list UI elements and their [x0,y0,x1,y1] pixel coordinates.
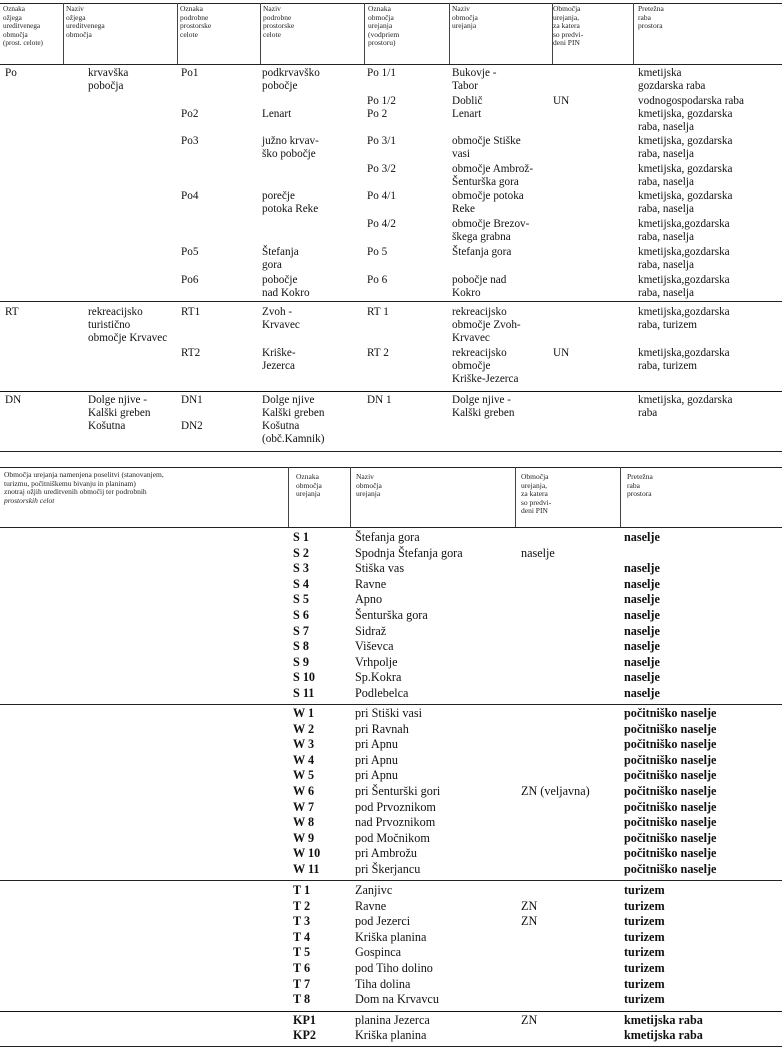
table1-cell-11-4: DN 1 [367,394,392,406]
area-name: Spodnja Štefanja gora [355,545,463,560]
table1-cell-9-7: kmetijska,gozdarska raba, turizem [638,306,730,332]
table1-cell-2-2: Po2 [181,108,199,120]
predominant-use: kmetijska raba [624,1013,703,1027]
area-name: pod Močnikom [355,830,430,845]
table1-cell-10-5: rekreacijsko območje Kriške-Jezerca [452,347,519,386]
table1-header-1: Naziv ožjega ureditvenega območja [66,4,105,39]
table1-cell-5-5: območje potoka Reke [452,190,524,216]
table1-cell-3-5: območje Stiške vasi [452,135,521,161]
table1-header-divider-3 [364,3,365,64]
table1-cell-9-2: RT1 [181,306,201,318]
predominant-use: naselje [624,592,660,607]
table1-cell-10-2: RT2 [181,347,201,359]
table1-cell-5-7: kmetijska, gozdarska raba, naselja [638,190,733,216]
area-name: pri Stiški vasi [355,706,423,720]
area-name: Kriška planina [355,1027,427,1042]
predominant-use: počitniško naselje [624,721,717,736]
area-name: pod Prvoznikom [355,799,436,814]
table2-description-4: prostorskih celot [4,495,55,505]
predominant-use: počitniško naselje [624,768,717,783]
predominant-use: naselje [624,608,660,622]
area-code: S 1 [293,530,309,544]
table1-header-2: Oznaka podrobne prostorske celote [180,4,212,39]
table2-header-0: Oznaka območja urejanja [296,472,322,499]
predominant-use: naselje [624,561,660,576]
table1-cell-9-3: Zvoh - Krvavec [262,306,300,332]
table1-cell-9-0: RT [5,306,19,318]
area-code: S 9 [293,654,309,669]
table1-header-divider-0 [63,3,64,64]
area-code: W 6 [293,784,315,798]
area-code: W 2 [293,721,315,736]
table1-header-divider-4 [449,3,450,64]
table1-cell-7-3: Štefanja gora [262,246,299,272]
predominant-use: naselje [624,639,660,654]
area-name: Zanjivc [355,883,393,897]
predominant-use: počitniško naselje [624,784,717,798]
area-code: T 2 [293,898,311,913]
table1-cell-8-3: pobočje nad Kokro [262,274,310,300]
area-code: S 7 [293,623,309,638]
area-name: Šenturška gora [355,608,428,622]
area-name: Stiška vas [355,561,405,576]
area-name: pod Tiho dolino [355,961,433,975]
area-name: Viševca [355,639,394,654]
table1-cell-0-5: Bukovje - Tabor [452,67,497,93]
table1-cell-7-4: Po 5 [367,246,388,258]
predominant-use: počitniško naselje [624,862,717,876]
area-name: Ravne [355,898,387,913]
table1-cell-6-7: kmetijska,gozdarska raba, naselja [638,218,730,244]
predominant-use: naselje [624,576,660,591]
table1-header-4: Oznaka območja urejanja (vodpriem prostoru) [368,4,400,48]
predominant-use: turizem [624,961,665,975]
area-name: Štefanja gora [355,530,420,544]
table2-description-1: Območja urejanja namenjena poselitvi (stanovanjem, [4,470,164,479]
area-code: S 11 [293,686,315,700]
table1-cell-2-7: kmetijska, gozdarska raba, naselja [638,108,733,134]
table2-description-2: turizmu, počitniškemu bivanju in planinam) [4,478,136,488]
area-code: S 4 [293,576,309,591]
pin-designation: ZN [521,914,538,929]
table2-header-1: Naziv območja urejanja [356,472,382,499]
table1-cell-8-2: Po6 [181,274,199,286]
area-name: Sp.Kokra [355,670,402,685]
table1-cell-1-6: UN [553,95,570,107]
table1-header-3: Naziv podrobne prostorske celote [263,4,295,39]
area-code: W 1 [293,706,315,720]
table1-cell-7-2: Po5 [181,246,199,258]
table1-header-rule [0,64,782,65]
table1-cell-9-5: rekreacijsko območje Zvoh- Krvavec [452,306,521,345]
table2-description-3: znotraj ožjih ureditvenih območij ter podrobnih [4,487,147,497]
table1-cell-11-7: kmetijska, gozdarska raba [638,394,733,420]
table1-cell-10-3: Kriŝke- Jezerca [262,347,296,373]
area-code: W 10 [293,846,321,861]
area-name: pri Šenturški gori [355,784,441,798]
predominant-use: turizem [624,883,665,897]
table1-cell-5-3: porečje potoka Reke [262,190,319,216]
area-code: T 4 [293,929,311,944]
table1-cell-7-7: kmetijska,gozdarska raba, naselja [638,246,730,272]
table1-cell-11-0: DN [5,394,22,406]
area-code: T 5 [293,945,311,960]
area-code: W 11 [293,862,320,876]
table1-cell-3-7: kmetijska, gozdarska raba, naselja [638,135,733,161]
area-name: Ravne [355,576,387,591]
area-code: S 2 [293,545,309,560]
area-name: nad Prvoznikom [355,815,436,830]
area-code: W 9 [293,830,315,845]
table1-cell-11-5: Dolge njive - Kalški greben [452,394,515,420]
table1-header-7: Pretežna raba prostora [638,4,664,31]
table1-cell-10-6: UN [553,347,570,359]
predominant-use: naselje [624,670,660,685]
table1-cell-1-7: vodnogospodarska raba [638,95,744,107]
area-name: pri Apnu [355,752,398,767]
table1-cell-5-2: Po4 [181,190,199,202]
table1-bottom-rule [0,451,782,452]
table1-cell-1-4: Po 1/2 [367,95,396,107]
predominant-use: naselje [624,686,660,700]
table1-row-rule-rt [0,301,782,302]
area-name: pri Apnu [355,737,398,752]
area-code: W 4 [293,752,315,767]
pin-designation: ZN (veljavna) [521,784,590,798]
area-name: Tiha dolina [355,976,411,991]
table2-header-divider-3 [620,467,621,527]
predominant-use: počitniško naselje [624,799,717,814]
table2-header-2: Območja urejanja, za katera so predvi- deni PIN [521,472,552,516]
area-code: T 1 [293,883,311,897]
area-code: T 7 [293,976,311,991]
table1-cell-11-2: DN1 DN2 [181,394,203,433]
table1-cell-2-4: Po 2 [367,108,388,120]
area-code: S 5 [293,592,309,607]
table1-cell-0-4: Po 1/1 [367,67,396,79]
area-code: S 3 [293,561,309,576]
predominant-use: naselje [624,530,660,544]
area-name: Vrhpolje [355,654,398,669]
table1-header-5: Naziv območja urejanja [452,4,478,31]
table1-cell-3-3: južno krvav- ško pobočje [262,135,319,161]
table1-cell-2-5: Lenart [452,108,482,120]
area-code: S 10 [293,670,316,685]
area-name: Apno [355,592,383,607]
area-code: W 8 [293,815,315,830]
area-name: Podlebelca [355,686,409,700]
table1-cell-0-7: kmetijska gozdarska raba [638,67,706,93]
predominant-use: počitniško naselje [624,846,717,861]
area-name: pri Ambrožu [355,846,417,861]
area-code: T 8 [293,992,311,1007]
area-name: planina Jezerca [355,1013,430,1027]
area-name: Sidraž [355,623,387,638]
table1-cell-4-5: območje Ambrož- Šenturška gora [452,163,534,189]
table2-group-rule-w [0,704,782,705]
table1-cell-8-4: Po 6 [367,274,388,286]
pin-designation: ZN [521,898,538,913]
area-code: T 3 [293,914,311,929]
pin-designation: ZN [521,1013,538,1027]
table1-header-divider-1 [177,3,178,64]
table2-header-rule [0,527,782,528]
table1-cell-3-4: Po 3/1 [367,135,396,147]
table1-cell-10-7: kmetijska,gozdarska raba, turizem [638,347,730,373]
predominant-use: turizem [624,945,665,960]
predominant-use: kmetijska raba [624,1027,703,1042]
table1-cell-1-5: Doblič [452,95,483,107]
predominant-use: naselje [624,654,660,669]
area-code: W 5 [293,768,315,783]
area-code: T 6 [293,961,311,975]
area-code: S 8 [293,639,309,654]
area-code: KP1 [293,1013,317,1027]
table1-cell-9-1: rekreacijsko turistično območje Krvavec [88,306,168,345]
table1-cell-11-3: Dolge njive Kalški greben Košutna (obč.Kamnik) [262,394,325,446]
table1-top-rule [0,3,782,4]
predominant-use: počitniško naselje [624,830,717,845]
area-code: KP2 [293,1027,317,1042]
table2-header-3: Pretežna raba prostora [627,472,653,499]
table1-header-divider-6 [633,3,634,64]
predominant-use: naselje [624,623,660,638]
table1-cell-4-7: kmetijska, gozdarska raba, naselja [638,163,733,189]
table1-header-6: Območja urejanja, za katera so predvi- deni PIN [553,4,584,48]
area-name: Gospinca [355,945,402,960]
area-code: W 3 [293,737,315,752]
table2-group-rule-t [0,880,782,881]
table1-cell-3-2: Po3 [181,135,199,147]
area-name: pri Apnu [355,768,398,783]
predominant-use: počitniško naselje [624,706,717,720]
area-name: pri Škerjancu [355,862,421,876]
table1-cell-6-5: območje Brezov- škega grabna [452,218,530,244]
predominant-use: počitniško naselje [624,737,717,752]
predominant-use: turizem [624,992,665,1007]
table1-cell-7-5: Štefanja gora [452,246,512,258]
area-code: W 7 [293,799,315,814]
table2-header-divider-0 [288,467,289,527]
table2-bottom-rule [0,1046,782,1047]
table1-cell-8-5: pobočje nad Kokro [452,274,507,300]
table2-top-rule [0,467,782,468]
table1-cell-4-4: Po 3/2 [367,163,396,175]
table2-header-divider-2 [515,467,516,527]
table1-cell-0-0: Po [5,67,17,79]
table1-cell-11-1: Dolge njive - Kalški greben Košutna [88,394,151,433]
table1-cell-8-7: kmetijska,gozdarska raba, naselja [638,274,730,300]
table2-header-divider-1 [350,467,351,527]
area-name: Dom na Krvavcu [355,992,439,1007]
table1-cell-6-4: Po 4/2 [367,218,396,230]
table1-cell-9-4: RT 1 [367,306,389,318]
pin-designation: naselje [521,545,555,560]
predominant-use: turizem [624,976,665,991]
area-code: S 6 [293,608,309,622]
table1-cell-0-3: podkrvavško pobočje [262,67,320,93]
predominant-use: turizem [624,898,665,913]
area-name: Kriška planina [355,929,427,944]
predominant-use: počitniško naselje [624,815,717,830]
table1-cell-0-2: Po1 [181,67,199,79]
table1-header-0: Oznaka ožjega ureditvenega območja (prost. celote) [3,5,43,48]
table2-group-rule-kp [0,1011,782,1012]
table1-header-divider-5 [552,3,553,64]
table1-row-rule-dn [0,391,782,392]
area-name: pod Jezerci [355,914,411,929]
table1-cell-2-3: Lenart [262,108,292,120]
area-name: pri Ravnah [355,721,409,736]
table1-cell-10-4: RT 2 [367,347,389,359]
table1-cell-0-1: krvavška pobočja [88,67,129,93]
table1-header-divider-2 [260,3,261,64]
predominant-use: turizem [624,914,665,929]
table1-cell-5-4: Po 4/1 [367,190,396,202]
predominant-use: turizem [624,929,665,944]
predominant-use: počitniško naselje [624,752,717,767]
